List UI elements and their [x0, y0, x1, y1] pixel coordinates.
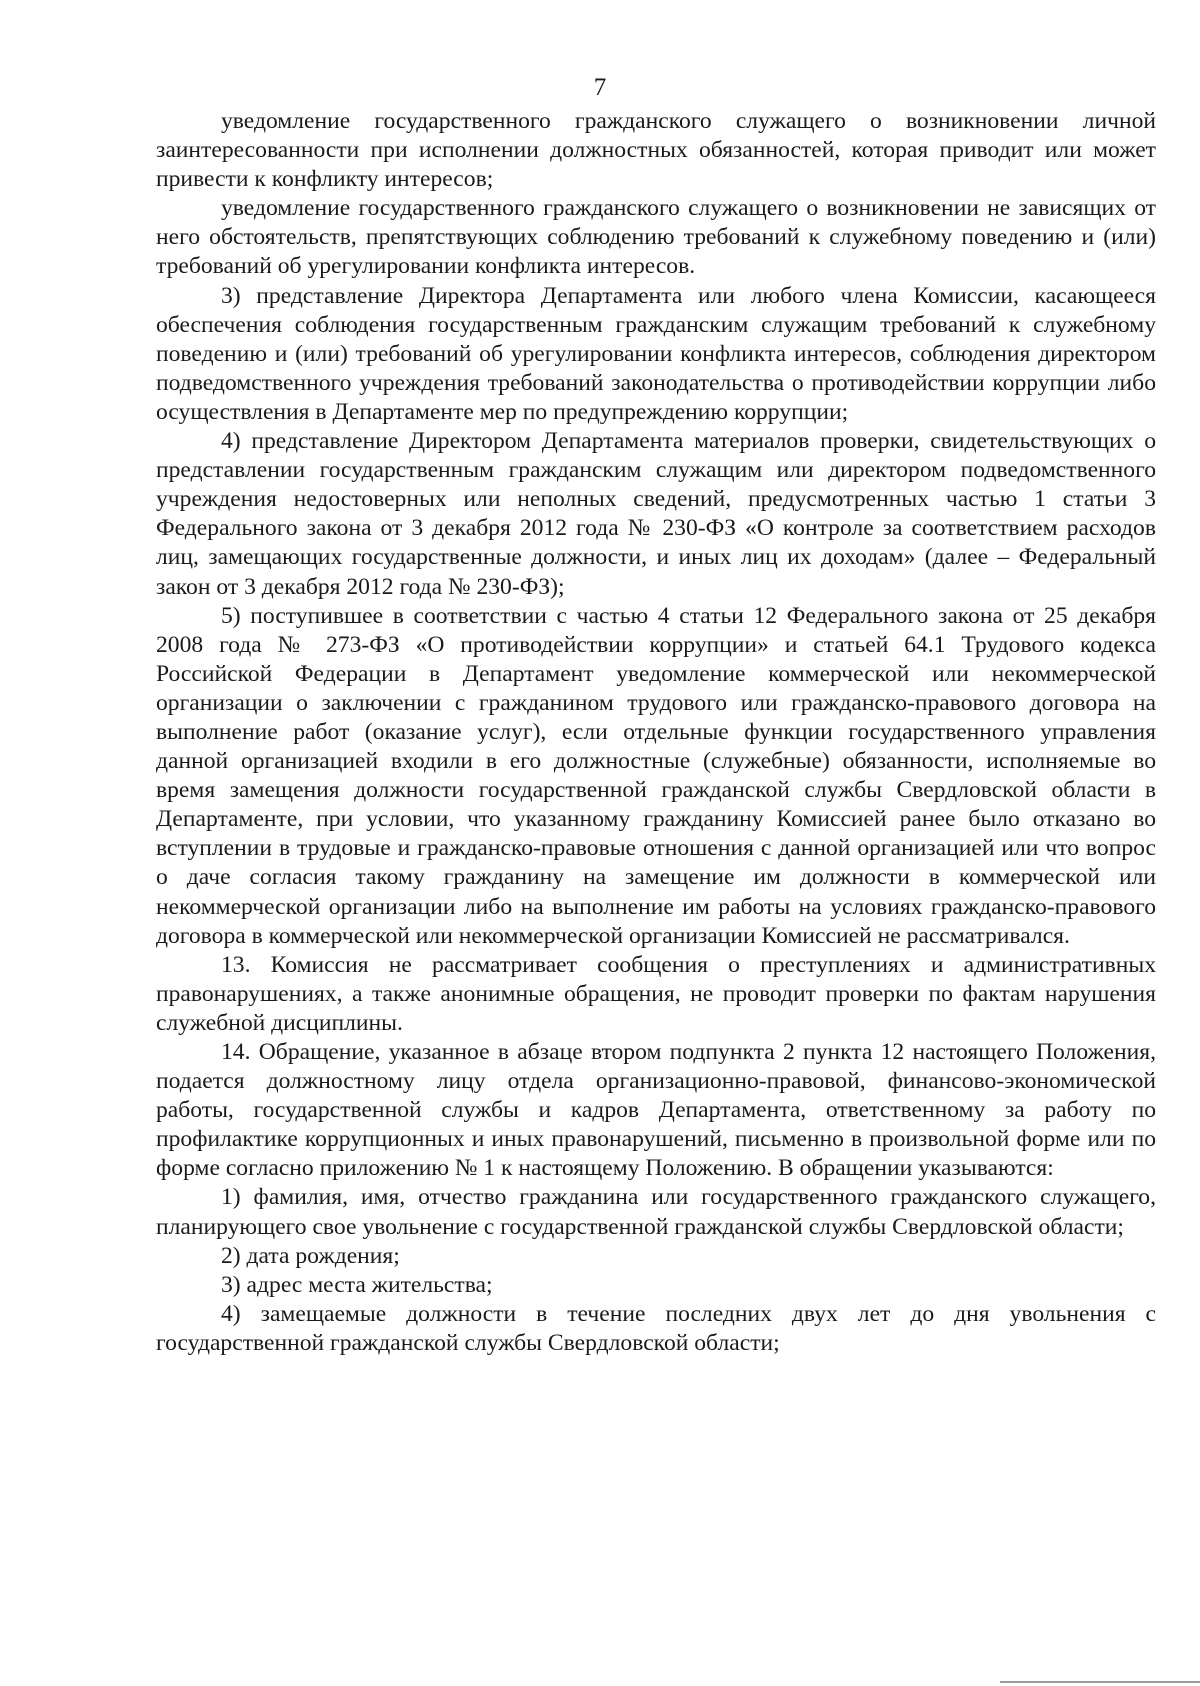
paragraph-subitem-4: 4) замещаемые должности в течение последних двух лет до дня увольнения с государственной гражданской службы Свердловской области; — [156, 1300, 1156, 1356]
paragraph-item-3: 3) представление Директора Департамента или любого члена Комиссии, касающееся обеспечения соблюдения государственным гражданским служащим требований к служебному поведению и (или) требований об урегулировании конфликта интересов, соблюдения директором подведомственного учреждения требований законодательства о противодействии коррупции либо осуществления в Департаменте мер по предупреждению коррупции; — [156, 282, 1156, 425]
paragraph-clause-14: 14. Обращение, указанное в абзаце втором подпункта 2 пункта 12 настоящего Положения, подается должностному лицу отдела организационно-правовой, финансово-экономической работы, государственной службы и кадров Департамента, ответственному за работу по профилактике коррупционных и иных правонарушений, письменно в произвольной форме или по форме согласно приложению № 1 к настоящему Положению. В обращении указываются: — [156, 1039, 1156, 1182]
paragraph-notice-personal-interest: уведомление государственного гражданского служащего о возникновении личной заинтересованности при исполнении должностных обязанностей, которая приводит или может привести к конфликту интересов; — [156, 108, 1156, 193]
paragraph-subitem-1: 1) фамилия, имя, отчество гражданина или государственного гражданского служащего, планирующего свое увольнение с государственной гражданской службы Свердловской области; — [156, 1184, 1156, 1240]
paragraph-item-5: 5) поступившее в соответствии с частью 4 статьи 12 Федерального закона от 25 декабря 2008 года № 273-ФЗ «О противодействии коррупции» и статьей 64.1 Трудового кодекса Российской Федерации в Департамент уведомление коммерческой или некоммерческой организации о заключении с гражданином трудового или гражданско-правового договора на выполнение работ (оказание услуг), если отдельные функции государственного управления данной организацией входили в его должностные (служебные) обязанности, исполняемые во время замещения должности государственной гражданской службы Свердловской области в Департаменте, при условии, что указанному гражданину Комиссией ранее было отказано во вступлении в трудовые и гражданско-правовые отношения с данной организацией или что вопрос о даче согласия такому гражданину на замещение им должности в коммерческой или некоммерческой организации либо на выполнение им работы на условиях гражданско-правового договора в коммерческой или некоммерческой организации Комиссией не рассматривался. — [156, 602, 1156, 949]
footer-rule — [1000, 1681, 1200, 1683]
page-number: 7 — [593, 74, 607, 101]
paragraph-item-4: 4) представление Директором Департамента материалов проверки, свидетельствующих о представлении государственным гражданским служащим или директором подведомственного учреждения недостоверных или неполных сведений, предусмотренных частью 1 статьи 3 Федерального закона от 3 декабря 2012 года № 230-ФЗ «О контроле за соответствием расходов лиц, замещающих государственные должности, и иных лиц их доходам» (далее – Федеральный закон от 3 декабря 2012 года № 230-ФЗ); — [156, 428, 1156, 600]
paragraph-notice-circumstances: уведомление государственного гражданского служащего о возникновении не зависящих от него обстоятельств, препятствующих соблюдению требований к служебному поведению и (или) требований об урегулировании конфликта интересов. — [156, 195, 1156, 280]
paragraph-clause-13: 13. Комиссия не рассматривает сообщения о преступлениях и административных правонарушениях, а также анонимные обращения, не проводит проверки по фактам нарушения служебной дисциплины. — [156, 951, 1156, 1036]
paragraph-subitem-3: 3) адрес места жительства; — [221, 1271, 493, 1298]
paragraph-subitem-2: 2) дата рождения; — [221, 1242, 400, 1269]
document-body — [156, 107, 1156, 1358]
